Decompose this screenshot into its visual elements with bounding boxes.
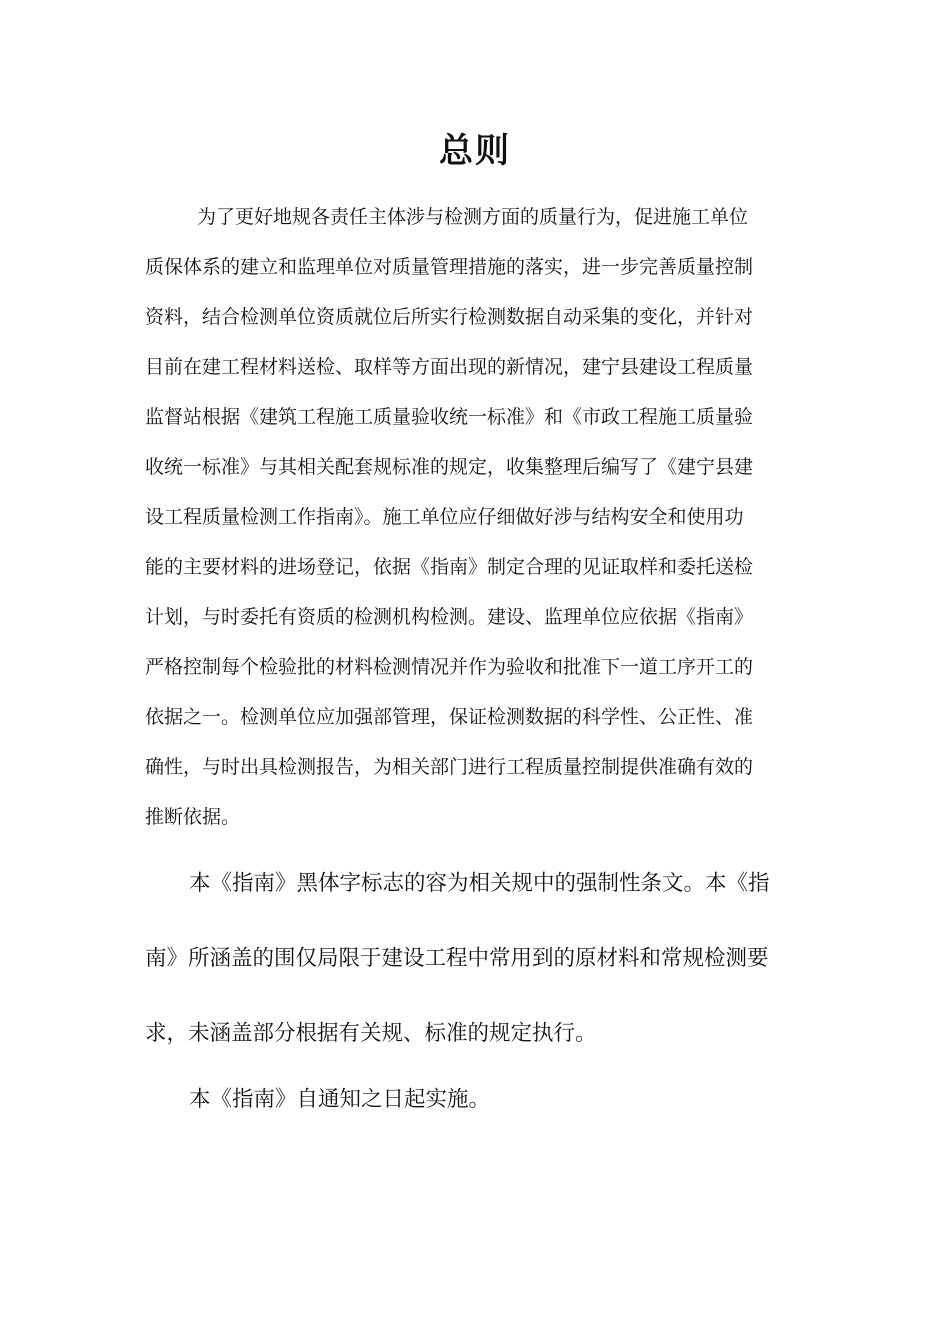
paragraph-line: 监督站根据《建筑工程施工质量验收统一标准》和《市政工程施工质量验 <box>145 406 754 428</box>
paragraph-line: 质保体系的建立和监理单位对质量管理措施的落实，进一步完善质量控制 <box>145 256 754 278</box>
paragraph-line: 依据之一。检测单位应加强部管理，保证检测数据的科学性、公正性、准 <box>145 706 754 728</box>
paragraph-1 <box>145 192 809 842</box>
paragraph-line: 设工程质量检测工作指南》。施工单位应仔细做好涉与结构安全和使用功 <box>145 506 744 528</box>
paragraph-line: 目前在建工程材料送检、取样等方面出现的新情况，建宁县建设工程质量 <box>145 356 754 378</box>
paragraph-3 <box>145 1075 809 1125</box>
paragraph-line: 严格控制每个检验批的材料检测情况并作为验收和批准下一道工序开工的 <box>145 656 754 678</box>
paragraph-line: 资料，结合检测单位资质就位后所实行检测数据自动采集的变化，并针对 <box>145 306 754 328</box>
paragraph-line: 本《指南》自通知之日起实施。 <box>189 1087 491 1112</box>
paragraph-line: 求，未涵盖部分根据有关规、标准的规定执行。 <box>145 1021 597 1046</box>
paragraph-line: 确性，与时出具检测报告，为相关部门进行工程质量控制提供准确有效的 <box>145 756 754 778</box>
paragraph-line: 计划，与时委托有资质的检测机构检测。建设、监理单位应依据《指南》 <box>145 606 754 628</box>
paragraph-line: 南》所涵盖的围仅局限于建设工程中常用到的原材料和常规检测要 <box>145 946 769 971</box>
paragraph-line: 为了更好地规各责任主体涉与检测方面的质量行为，促进施工单位 <box>197 206 749 228</box>
page-title: 总则 <box>439 131 511 171</box>
paragraph-line: 能的主要材料的进场登记，依据《指南》制定合理的见证取样和委托送检 <box>145 556 754 578</box>
paragraph-line: 本《指南》黑体字标志的容为相关规中的强制性条文。本《指 <box>189 871 770 896</box>
paragraph-2 <box>145 846 809 1071</box>
paragraph-line: 推断依据。 <box>145 806 241 828</box>
paragraph-line: 收统一标准》与其相关配套规标准的规定，收集整理后编写了《建宁县建 <box>145 456 754 478</box>
